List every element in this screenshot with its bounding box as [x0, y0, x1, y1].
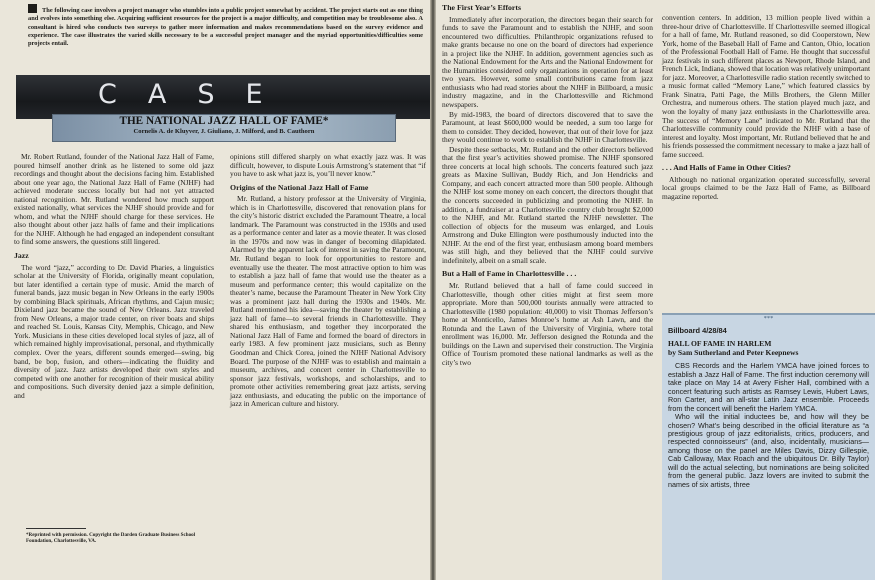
- paragraph: By mid-1983, the board of directors discovered that to save the Paramount, at least $600,000 would be needed, a sum too large for them to consider. They decided, however, that out of their love for jazz they would continue to work to establish the NJHF in Charlottesville.: [442, 109, 653, 145]
- left-page: [0, 0, 430, 580]
- column-4: [662, 14, 870, 202]
- sidebar-title: HALL OF FAME IN HARLEM: [668, 339, 772, 349]
- ornament-dots: ***: [763, 315, 774, 322]
- case-banner: [16, 75, 430, 119]
- paragraph: CBS Records and the Harlem YMCA have joined forces to establish a Jazz Hall of Fame. The first induction ceremony will take place on May 14 at Avery Fisher Hall, combined with a concert featuring such artists as Ramsey Lewis, Hubert Laws, Ron Carter, and an all-star Latin Jazz ensemble. Proceeds from the concert will benefit the Harlem YMCA.: [668, 361, 869, 413]
- intro-text: The following case involves a project manager who stumbles into a public project somewhat by accident. The project starts out as one thing and evolves into something else. Acquiring sufficient resources for the project is a major difficulty, and competition may be troublesome also. A consultant is hired who conducts two surveys to gather more information and makes recommendations based on the survey evidence and experience. The case illustrates the varied skills necessary to be a successful project manager and the myriad opportunities/difficulties some projects entail.: [28, 7, 423, 48]
- section-heading-other-cities: . . . And Halls of Fame in Other Cities?: [662, 163, 791, 173]
- title-box: [52, 114, 396, 142]
- paragraph: Immediately after incorporation, the directors began their search for funds to save the Paramount and to establish the NJHF, and soon encountered two difficulties. Philanthropic organizations refused to make grants because no one on the board of directors had experience in a project like the NJHF. In addition, government agencies such as the National Endowment for the Arts and the National Endowment for the Humanities considered only organizations in operation for at least two years. However, some small contributions came from jazz enthusiasts who had read stories about the NJHF in Billboard, a music industry magazine, and in the Charlottesville and Richmond newspapers.: [442, 14, 653, 110]
- paragraph: Despite these setbacks, Mr. Rutland and the other directors believed that the first year’s activities showed promise. The NJHF sponsored three concerts at local high schools. The concerts featured such jazz greats as Maxine Sullivan, Buddy Rich, and Jon Hendricks and Company, and each concert attracted more than 500 people. Although the NJHF lost some money on each concert, the directors thought that the concerts succeeded in publicizing and promoting the NJHF. In addition, a fundraiser at a Charlottesville country club brought $2,000 to the NJHF, and Mr. Rutland started the NJHF newsletter. The collection of objects for the museum was enlarged, and Louis Armstrong and Duke Ellington were posthumously inducted into the NJHF. At the end of the first year, enthusiasm among board members was still high, and they believed that the NJHF could survive indefinitely, albeit on a small scale.: [442, 144, 653, 265]
- paragraph: opinions still differed sharply on what exactly jazz was. It was difficult, however, to dispute Louis Armstrong’s statement that “if you have to ask what jazz is, you’ll never know.”: [230, 152, 426, 179]
- section-heading-jazz: Jazz: [14, 251, 29, 261]
- right-page: [436, 0, 875, 580]
- section-heading-first-year: The First Year’s Efforts: [442, 3, 522, 12]
- article-title: THE NATIONAL JAZZ HALL OF FAME*: [119, 115, 329, 127]
- footnote: *Reprinted with permission. Copyright the Darden Graduate Business School Foundation, Charlottesville, VA.: [26, 532, 196, 545]
- sidebar-content: [668, 327, 869, 489]
- case-introduction: [28, 4, 423, 49]
- column-1: [14, 153, 214, 401]
- footnote-rule: [26, 528, 86, 529]
- paragraph: Mr. Robert Rutland, founder of the National Jazz Hall of Fame, poured himself another drink as he listened to some old jazz recordings and thought about the decisions facing him. Established about one year ago, the National Jazz Hall of Fame (NJHF) had achieved moderate success locally but had not yet attracted national recognition. Mr. Rutland wondered how much support existed nationally, what services the NJHF should provide and for whom, and what the NJHF should charge for these services. He also thought about other jazz halls of fame and their implications for the NJHF. Although he had engaged an independent consultant to find some answers, the questions still lingered.: [14, 152, 214, 247]
- sidebar-byline: by Sam Sutherland and Peter Keepnews: [668, 347, 799, 357]
- column-3: [442, 4, 653, 368]
- paragraph: Who will the initial inductees be, and how will they be chosen? What’s being described in the official literature as “a prestigious group of jazz editorialists, critics, producers, and respected connoisseurs” (and, also, incidentally, musicians—among those on the panel are Miles Davis, Dizzy Gillespie, Cab Calloway, Max Roach and the ubiquitous Dr. Billy Taylor) will do the actual selecting, but nominations are being solicited from the general public. Jazz lovers are invited to submit the names of six artists, three: [668, 412, 869, 489]
- article-authors: Cornelis A. de Kluyver, J. Giuliano, J. Milford, and B. Cauthorn: [133, 128, 315, 135]
- billboard-sidebar: [662, 313, 875, 580]
- section-heading-charlottesville: But a Hall of Fame in Charlottesville . . .: [442, 269, 577, 279]
- paragraph: The word “jazz,” according to Dr. David Pharies, a linguistics scholar at the University of Florida, originally meant copulation, but later identified a certain type of music. Amid the march of funeral bands, jazz music began in New Orleans in the early 1900s by combining Black spirituals, African rhythms, and Cajun music; Dixieland jazz became the sound of New Orleans. Jazz traveled from New Orleans, a major trade center, on river boats and ships and reached St. Louis, Kansas City, Memphis, Chicago, and New York. Musicians in these cities developed local styles of jazz, all of which remained highly improvisational, personal, and rhythmically complex. Over the years, different sounds emerged—swing, big band, be bop, fusion, and others—indicating the fluidity and diversity of jazz. Jazz artists developed their own styles and competed with one another for recognition of their musical ability and compositions. Such diversity denied jazz a simple definition, and: [14, 262, 214, 400]
- sidebar-date: Billboard 4/28/84: [668, 326, 727, 335]
- square-bullet-icon: [28, 4, 37, 13]
- paragraph: convention centers. In addition, 13 million people lived within a three-hour drive of Charlottesville. If Charlottesville seemed illogical for a hall of fame, Mr. Rutland reasoned, so did Cooperstown, New York, home of the Baseball Hall of Fame and Canton, Ohio, location of the Professional Football Hall of Fame. He thought that successful jazz festivals in such different places as Newport, Rhode Island, and French Lick, Indiana, showed that location was relatively unimportant for jazz. Moreover, a Charlottesville radio station recently switched to a music format called “Memory Lane,” which featured classics by Frank Sinatra, Patti Page, the Mills Brothers, the Glenn Miller Orchestra, and numerous others. The station played much jazz, and won the loyalty of many jazz enthusiasts in the Charlottesville area. The success of “Memory Lane” indicated to Mr. Rutland that the Charlottesville community could provide the NJHF with a base of interest and loyalty. Most important, Mr. Rutland believed that he and his friends possessed the commitment necessary to make a jazz hall of fame succeed.: [662, 13, 870, 159]
- column-2: [230, 153, 426, 410]
- paragraph: Mr. Rutland, a history professor at the University of Virginia, which is in Charlottesville, discovered that renovation plans for the city’s historic district excluded the Paramount Theatre, a local landmark. The Paramount was constructed in the 1930s and used as a performance center and later as a movie theater. It was closed in the 1970s and now was in danger of becoming dilapidated. Alarmed by the apparent lack of interest in saving the Paramount, Mr. Rutland began to look for opportunities to restore and eventually use the theater. The most attractive option to him was to establish a jazz hall of fame that would use the theater as a museum and performance center; this would capitalize on the theater’s name, because the Paramount Theater in New York City was a prominent jazz hall during the 1930s and 1940s. Mr. Rutland mentioned his idea—saving the theater by establishing a jazz hall of fame—to several friends in Charlottesville. They shared his enthusiasm, and together they incorporated the National Jazz Hall of Fame and formed the board of directors in early 1983. A few prominent jazz musicians, such as Benny Goodman and Chick Corea, joined the NJHF National Advisory Board. The purpose of the NJHF was to establish and maintain a museum, archives, and concert center in Charlottesville to sponsor jazz festivals, workshops, and scholarships, and to promote other activities remembering great jazz artists, serving jazz enthusiasts, and educating the public on the importance of jazz in American culture and history.: [230, 194, 426, 409]
- case-banner-word: CASE: [98, 79, 294, 110]
- section-heading-origins: Origins of the National Jazz Hall of Fame: [230, 182, 369, 192]
- paragraph: Mr. Rutland believed that a hall of fame could succeed in Charlottesville, though other cities might at first seem more appropriate. More than 500,000 tourists annually were attracted to Charlottesville (1980 population: 40,000) to visit Thomas Jefferson’s home at Monticello, James Monroe’s home at Ash Lawn, and the Rotunda and the Lawn of the University of Virginia, where total enrollment was 16,000. Mr. Jefferson designed the Rotunda and the buildings on the Lawn and supervised their construction. The Virginia Office of Tourism promoted these national landmarks as well as the city’s two: [442, 280, 653, 367]
- paragraph: Although no national organization operated successfully, several local groups claimed to be the Jazz Hall of Fame, as Billboard magazine reported.: [662, 174, 870, 201]
